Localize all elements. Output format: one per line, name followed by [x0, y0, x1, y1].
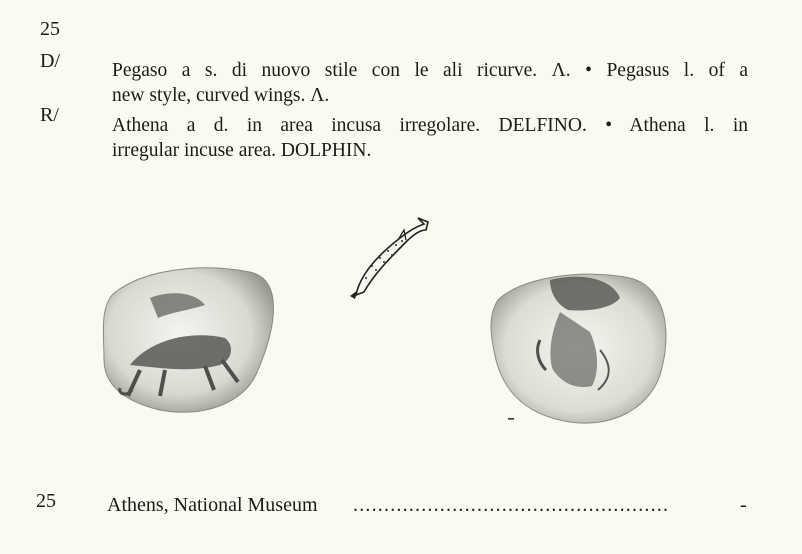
catalog-number: 25: [40, 18, 60, 40]
reverse-label: R/: [40, 104, 59, 126]
coin-illustration: [0, 200, 802, 440]
obverse-line-2: new style, curved wings. Λ.: [112, 85, 330, 106]
museum-location: Athens, National Museum: [107, 494, 318, 516]
scale-mark: [508, 418, 514, 420]
dolphin-icon: [350, 218, 428, 299]
obverse-description: [112, 58, 748, 108]
reverse-line-2: irregular incuse area. DOLPHIN.: [112, 140, 372, 161]
footer-number: 25: [36, 490, 56, 512]
reverse-line-1: Athena a d. in area incusa irregolare. DELFINO. • Athena l. in: [112, 115, 748, 136]
reverse-description: [112, 113, 748, 163]
reverse-coin-image: [491, 274, 666, 423]
footer-dash: -: [740, 494, 747, 516]
obverse-line-1: Pegaso a s. di nuovo stile con le ali ricurve. Λ. • Pegasus l. of a: [112, 60, 748, 81]
obverse-label: D/: [40, 50, 60, 72]
obverse-coin-image: [103, 268, 273, 412]
dot-leaders: ...................................................: [353, 494, 670, 516]
